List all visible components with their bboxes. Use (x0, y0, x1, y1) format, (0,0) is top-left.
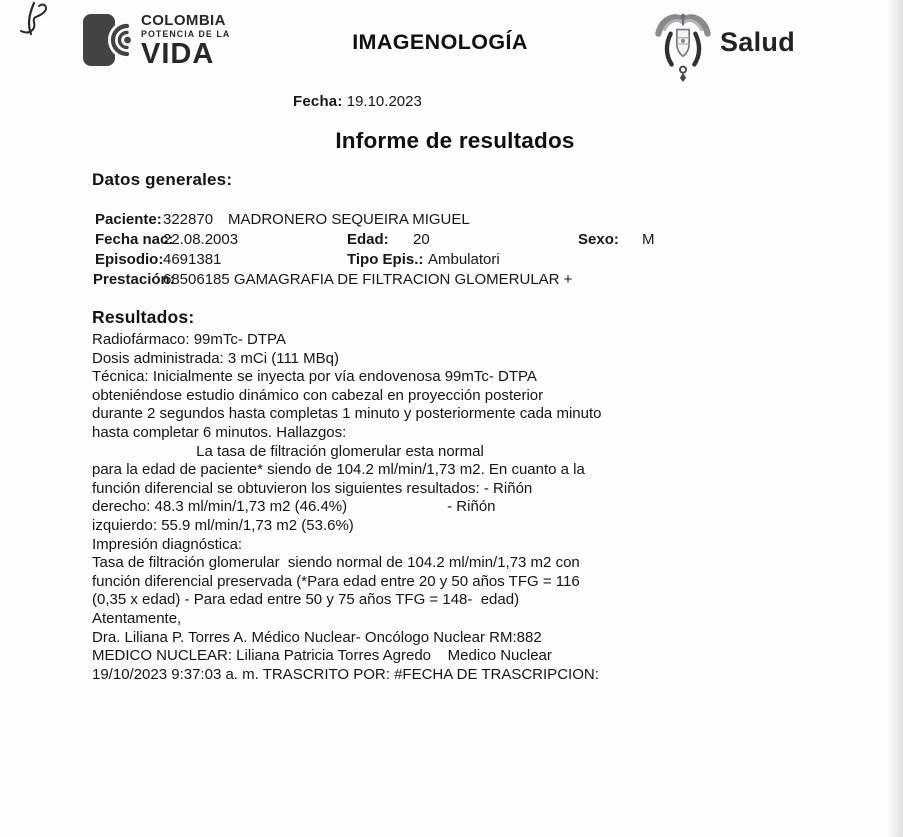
prestacion-label: Prestación: (93, 271, 175, 288)
coat-of-arms-icon (652, 9, 714, 83)
edad-label: Edad: (347, 231, 389, 248)
episodio-label: Episodio: (95, 251, 164, 268)
paciente-name: MADRONERO SEQUEIRA MIGUEL (228, 211, 470, 228)
scan-edge-shadow (887, 0, 903, 837)
result-line: izquierdo: 55.9 ml/min/1,73 m2 (53.6%) (92, 516, 354, 534)
sexo-label: Sexo: (578, 231, 619, 248)
colombia-gov-logo (141, 13, 230, 69)
result-line: Tasa de filtración glomerular siendo normal de 104.2 ml/min/1,73 m2 con (92, 554, 580, 572)
salud-label: Salud (720, 27, 796, 57)
result-line: función diferencial preservada (*Para edad entre 20 y 50 años TFG = 116 (92, 572, 580, 590)
result-line: Radiofármaco: 99mTc- DTPA (92, 331, 286, 348)
edad-value: 20 (413, 231, 430, 248)
resultados-heading: Resultados: (92, 307, 195, 327)
episodio-value: 4691381 (163, 251, 222, 268)
gov-logo-line3: VIDA (141, 37, 215, 70)
result-line: hasta completar 6 minutos. Hallazgos: (92, 423, 347, 441)
fecha-label: Fecha: (293, 93, 343, 110)
handwritten-mark-icon (12, 0, 62, 42)
report-title: Informe de resultados (335, 128, 575, 153)
result-line: obteniéndose estudio dinámico con cabezal en proyección posterior (92, 386, 544, 404)
result-line: Técnica: Inicialmente se inyecta por vía endovenosa 99mTc- DTPA (92, 368, 537, 386)
fecha-nac-label: Fecha nac: (95, 231, 174, 248)
fecha-nac-value: 22.08.2003 (163, 231, 239, 248)
tipo-epis-label: Tipo Epis.: (347, 251, 424, 268)
result-line: durante 2 segundos hasta completas 1 minuto y posteriormente cada minuto (92, 405, 602, 423)
datos-generales-heading: Datos generales: (92, 170, 233, 189)
colombia-logo-icon (82, 11, 138, 69)
paciente-id: 322870 (163, 211, 214, 228)
prestacion-value: 68506185 GAMAGRAFIA DE FILTRACION GLOMERULAR + (163, 271, 573, 288)
gov-logo-line1: COLOMBIA (141, 12, 226, 29)
paciente-label: Paciente: (95, 211, 162, 228)
result-line: 19/10/2023 9:37:03 a. m. TRASCRITO POR: #FECHA DE TRASCRIPCION: (92, 665, 599, 683)
gov-logo-line2: POTENCIA DE LA (141, 29, 231, 39)
result-lines (92, 331, 732, 684)
result-line: Impresión diagnóstica: (92, 535, 243, 553)
result-line: Dosis administrada: 3 mCi (111 MBq) (92, 349, 340, 367)
fecha-line (293, 93, 422, 110)
imagenologia-title: IMAGENOLOGÍA (352, 30, 528, 54)
tipo-epis-value: Ambulatori (428, 251, 500, 268)
result-line: La tasa de filtración glomerular esta normal (92, 442, 484, 460)
sexo-value: M (642, 231, 655, 248)
result-line: función diferencial se obtuvieron los siguientes resultados: - Riñón (92, 479, 533, 497)
result-line: MEDICO NUCLEAR: Liliana Patricia Torres Agredo Medico Nuclear (92, 647, 552, 665)
result-line: Atentamente, (92, 609, 182, 627)
result-line: derecho: 48.3 ml/min/1,73 m2 (46.4%) - Riñón (92, 498, 496, 516)
result-line: Dra. Liliana P. Torres A. Médico Nuclear- Oncólogo Nuclear RM:882 (92, 628, 542, 646)
result-line: (0,35 x edad) - Para edad entre 50 y 75 años TFG = 148- edad) (92, 591, 520, 609)
fecha-value: 19.10.2023 (346, 93, 422, 110)
result-line: para la edad de paciente* siendo de 104.2 ml/min/1,73 m2. En cuanto a la (92, 461, 585, 479)
